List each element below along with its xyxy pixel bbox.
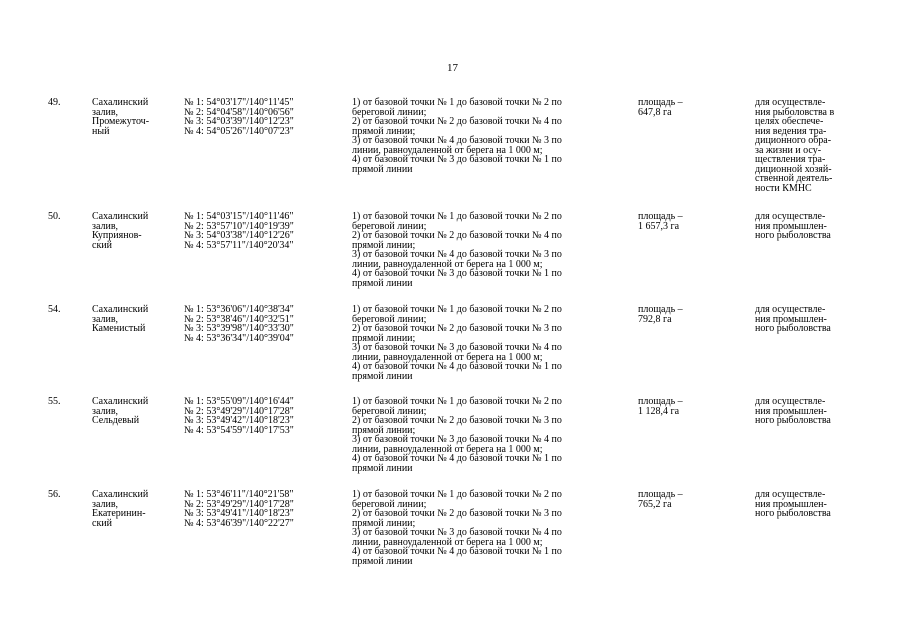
- text-line: для осуществле-: [755, 304, 826, 315]
- text-line: прямой линии;: [352, 239, 416, 251]
- text-line: ский: [92, 239, 112, 251]
- text-line: линии, равноудаленной от берега на 1 000 м;: [352, 144, 543, 156]
- coordinate-line: № 2: 53°49'29"/140°17'28": [184, 498, 294, 510]
- coordinate-line: № 2: 53°49'29"/140°17'28": [184, 405, 294, 417]
- text-line: 2) от базовой точки № 2 до базовой точки № 3 по: [352, 415, 562, 426]
- purpose: [755, 98, 875, 193]
- coordinate-line: № 3: 54°03'38"/140°12'26": [184, 230, 294, 241]
- text-line: Каменистый: [92, 323, 146, 334]
- text-line: 4) от базовой точки № 3 до базовой точки № 1 по: [352, 154, 562, 165]
- coordinates: [184, 305, 334, 343]
- text-line: 1 657,3 га: [638, 220, 680, 232]
- entry-number: 56.: [48, 489, 61, 500]
- purpose: [755, 212, 875, 241]
- text-line: Промежуточ-: [92, 116, 150, 127]
- text-line: Сельдевый: [92, 415, 140, 426]
- purpose: [755, 305, 875, 334]
- text-line: линии, равноудаленной от берега на 1 000 м;: [352, 536, 543, 548]
- text-line: площадь –: [638, 97, 683, 108]
- text-line: ного рыболовства: [755, 323, 831, 334]
- text-line: залив,: [92, 498, 119, 510]
- entry-number: 55.: [48, 396, 61, 407]
- text-line: 3) от базовой точки № 3 до базовой точки № 4 по: [352, 527, 562, 538]
- text-line: прямой линии: [352, 163, 413, 175]
- text-line: береговой линии;: [352, 106, 427, 118]
- text-line: ного рыболовства: [755, 415, 831, 426]
- area-name: [92, 98, 176, 136]
- coordinate-line: № 1: 54°03'17"/140°11'45": [184, 97, 294, 108]
- coordinate-line: № 4: 53°46'39"/140°22'27": [184, 517, 294, 529]
- boundary-description: [352, 98, 630, 174]
- boundary-description: [352, 397, 630, 473]
- text-line: 2) от базовой точки № 2 до базовой точки № 4 по: [352, 230, 562, 241]
- coordinate-line: № 3: 53°39'98"/140°33'30": [184, 323, 294, 334]
- text-line: для осуществле-: [755, 396, 826, 407]
- area-size: [638, 305, 728, 324]
- text-line: прямой линии;: [352, 332, 416, 344]
- text-line: береговой линии;: [352, 313, 427, 325]
- text-line: прямой линии: [352, 462, 413, 474]
- text-line: 2) от базовой точки № 2 до базовой точки № 4 по: [352, 116, 562, 127]
- coordinate-line: № 1: 53°46'11"/140°21'58": [184, 489, 294, 500]
- text-line: ственной деятель-: [755, 173, 833, 184]
- text-line: залив,: [92, 106, 119, 118]
- coordinates: [184, 397, 334, 435]
- page-number: 17: [447, 62, 458, 74]
- text-line: залив,: [92, 220, 119, 232]
- text-line: Куприянов-: [92, 230, 142, 241]
- text-line: 4) от базовой точки № 3 до базовой точки № 1 по: [352, 268, 562, 279]
- text-line: 3) от базовой точки № 4 до базовой точки № 3 по: [352, 249, 562, 260]
- coordinate-line: № 1: 53°36'06"/140°38'34": [184, 304, 294, 315]
- text-line: 3) от базовой точки № 4 до базовой точки № 3 по: [352, 135, 562, 146]
- area-size: [638, 397, 728, 416]
- text-line: для осуществле-: [755, 211, 826, 222]
- purpose: [755, 397, 875, 426]
- coordinate-line: № 2: 53°38'46"/140°32'51": [184, 313, 294, 325]
- text-line: ния рыболовства в: [755, 106, 835, 118]
- entry-number: 50.: [48, 211, 61, 222]
- text-line: 4) от базовой точки № 4 до базовой точки № 1 по: [352, 361, 562, 372]
- text-line: линии, равноудаленной от берега на 1 000 м;: [352, 258, 543, 270]
- text-line: площадь –: [638, 396, 683, 407]
- entry-number: 49.: [48, 97, 61, 108]
- coordinate-line: № 4: 53°57'11"/140°20'34": [184, 239, 294, 251]
- text-line: прямой линии: [352, 277, 413, 289]
- text-line: ществления тра-: [755, 154, 826, 165]
- text-line: линии, равноудаленной от берега на 1 000 м;: [352, 351, 543, 363]
- text-line: для осуществле-: [755, 489, 826, 500]
- coordinate-line: № 4: 53°54'59"/140°17'53": [184, 424, 294, 436]
- text-line: залив,: [92, 405, 119, 417]
- text-line: прямой линии: [352, 555, 413, 567]
- text-line: площадь –: [638, 489, 683, 500]
- coordinate-line: № 1: 53°55'09"/140°16'44": [184, 396, 294, 407]
- coordinates: [184, 212, 334, 250]
- text-line: 1) от базовой точки № 1 до базовой точки № 2 по: [352, 97, 562, 108]
- text-line: 1 128,4 га: [638, 405, 680, 417]
- text-line: Сахалинский: [92, 211, 149, 222]
- text-line: 4) от базовой точки № 4 до базовой точки № 1 по: [352, 453, 562, 464]
- text-line: прямой линии;: [352, 125, 416, 137]
- text-line: 2) от базовой точки № 2 до базовой точки № 3 по: [352, 508, 562, 519]
- text-line: для осуществле-: [755, 97, 826, 108]
- text-line: линии, равноудаленной от берега на 1 000 м;: [352, 443, 543, 455]
- area-size: [638, 212, 728, 231]
- text-line: 792,8 га: [638, 313, 672, 325]
- text-line: 1) от базовой точки № 1 до базовой точки № 2 по: [352, 211, 562, 222]
- text-line: ский: [92, 517, 112, 529]
- area-name: [92, 490, 176, 528]
- text-line: 765,2 га: [638, 498, 672, 510]
- coordinates: [184, 490, 334, 528]
- text-line: Екатеринин-: [92, 508, 146, 519]
- text-line: 1) от базовой точки № 1 до базовой точки № 2 по: [352, 489, 562, 500]
- text-line: береговой линии;: [352, 405, 427, 417]
- text-line: Сахалинский: [92, 97, 149, 108]
- coordinate-line: № 2: 53°57'10"/140°19'39": [184, 220, 294, 232]
- text-line: площадь –: [638, 304, 683, 315]
- text-line: 3) от базовой точки № 3 до базовой точки № 4 по: [352, 434, 562, 445]
- text-line: ности КМНС: [755, 182, 812, 194]
- text-line: Сахалинский: [92, 489, 149, 500]
- text-line: береговой линии;: [352, 220, 427, 232]
- text-line: 4) от базовой точки № 4 до базовой точки № 1 по: [352, 546, 562, 557]
- text-line: ния ведения тра-: [755, 125, 827, 137]
- text-line: целях обеспече-: [755, 116, 824, 127]
- coordinate-line: № 1: 54°03'15"/140°11'46": [184, 211, 294, 222]
- text-line: прямой линии;: [352, 424, 416, 436]
- text-line: залив,: [92, 313, 119, 325]
- text-line: площадь –: [638, 211, 683, 222]
- text-line: Сахалинский: [92, 304, 149, 315]
- area-name: [92, 397, 176, 426]
- area-size: [638, 490, 728, 509]
- text-line: прямой линии;: [352, 517, 416, 529]
- text-line: ного рыболовства: [755, 508, 831, 519]
- text-line: ного рыболовства: [755, 230, 831, 241]
- boundary-description: [352, 212, 630, 288]
- coordinate-line: № 3: 54°03'39"/140°12'23": [184, 116, 294, 127]
- coordinate-line: № 3: 53°49'41"/140°18'23": [184, 508, 294, 519]
- text-line: 647,8 га: [638, 106, 672, 118]
- coordinate-line: № 4: 53°36'34"/140°39'04": [184, 332, 294, 344]
- area-name: [92, 212, 176, 250]
- coordinate-line: № 4: 54°05'26"/140°07'23": [184, 125, 294, 137]
- text-line: береговой линии;: [352, 498, 427, 510]
- text-line: ния промышлен-: [755, 313, 827, 325]
- text-line: 3) от базовой точки № 3 до базовой точки № 4 по: [352, 342, 562, 353]
- coordinates: [184, 98, 334, 136]
- purpose: [755, 490, 875, 519]
- boundary-description: [352, 490, 630, 566]
- text-line: ния промышлен-: [755, 405, 827, 417]
- text-line: за жизни и осу-: [755, 144, 822, 156]
- boundary-description: [352, 305, 630, 381]
- text-line: 1) от базовой точки № 1 до базовой точки № 2 по: [352, 304, 562, 315]
- entry-number: 54.: [48, 304, 61, 315]
- text-line: Сахалинский: [92, 396, 149, 407]
- text-line: 2) от базовой точки № 2 до базовой точки № 3 по: [352, 323, 562, 334]
- text-line: ния промышлен-: [755, 220, 827, 232]
- text-line: диционной хозяй-: [755, 163, 832, 175]
- area-name: [92, 305, 176, 334]
- text-line: ния промышлен-: [755, 498, 827, 510]
- text-line: ный: [92, 125, 110, 137]
- coordinate-line: № 2: 54°04'58"/140°06'56": [184, 106, 294, 118]
- coordinate-line: № 3: 53°49'42"/140°18'23": [184, 415, 294, 426]
- text-line: 1) от базовой точки № 1 до базовой точки № 2 по: [352, 396, 562, 407]
- text-line: прямой линии: [352, 370, 413, 382]
- text-line: диционного обра-: [755, 135, 832, 146]
- area-size: [638, 98, 728, 117]
